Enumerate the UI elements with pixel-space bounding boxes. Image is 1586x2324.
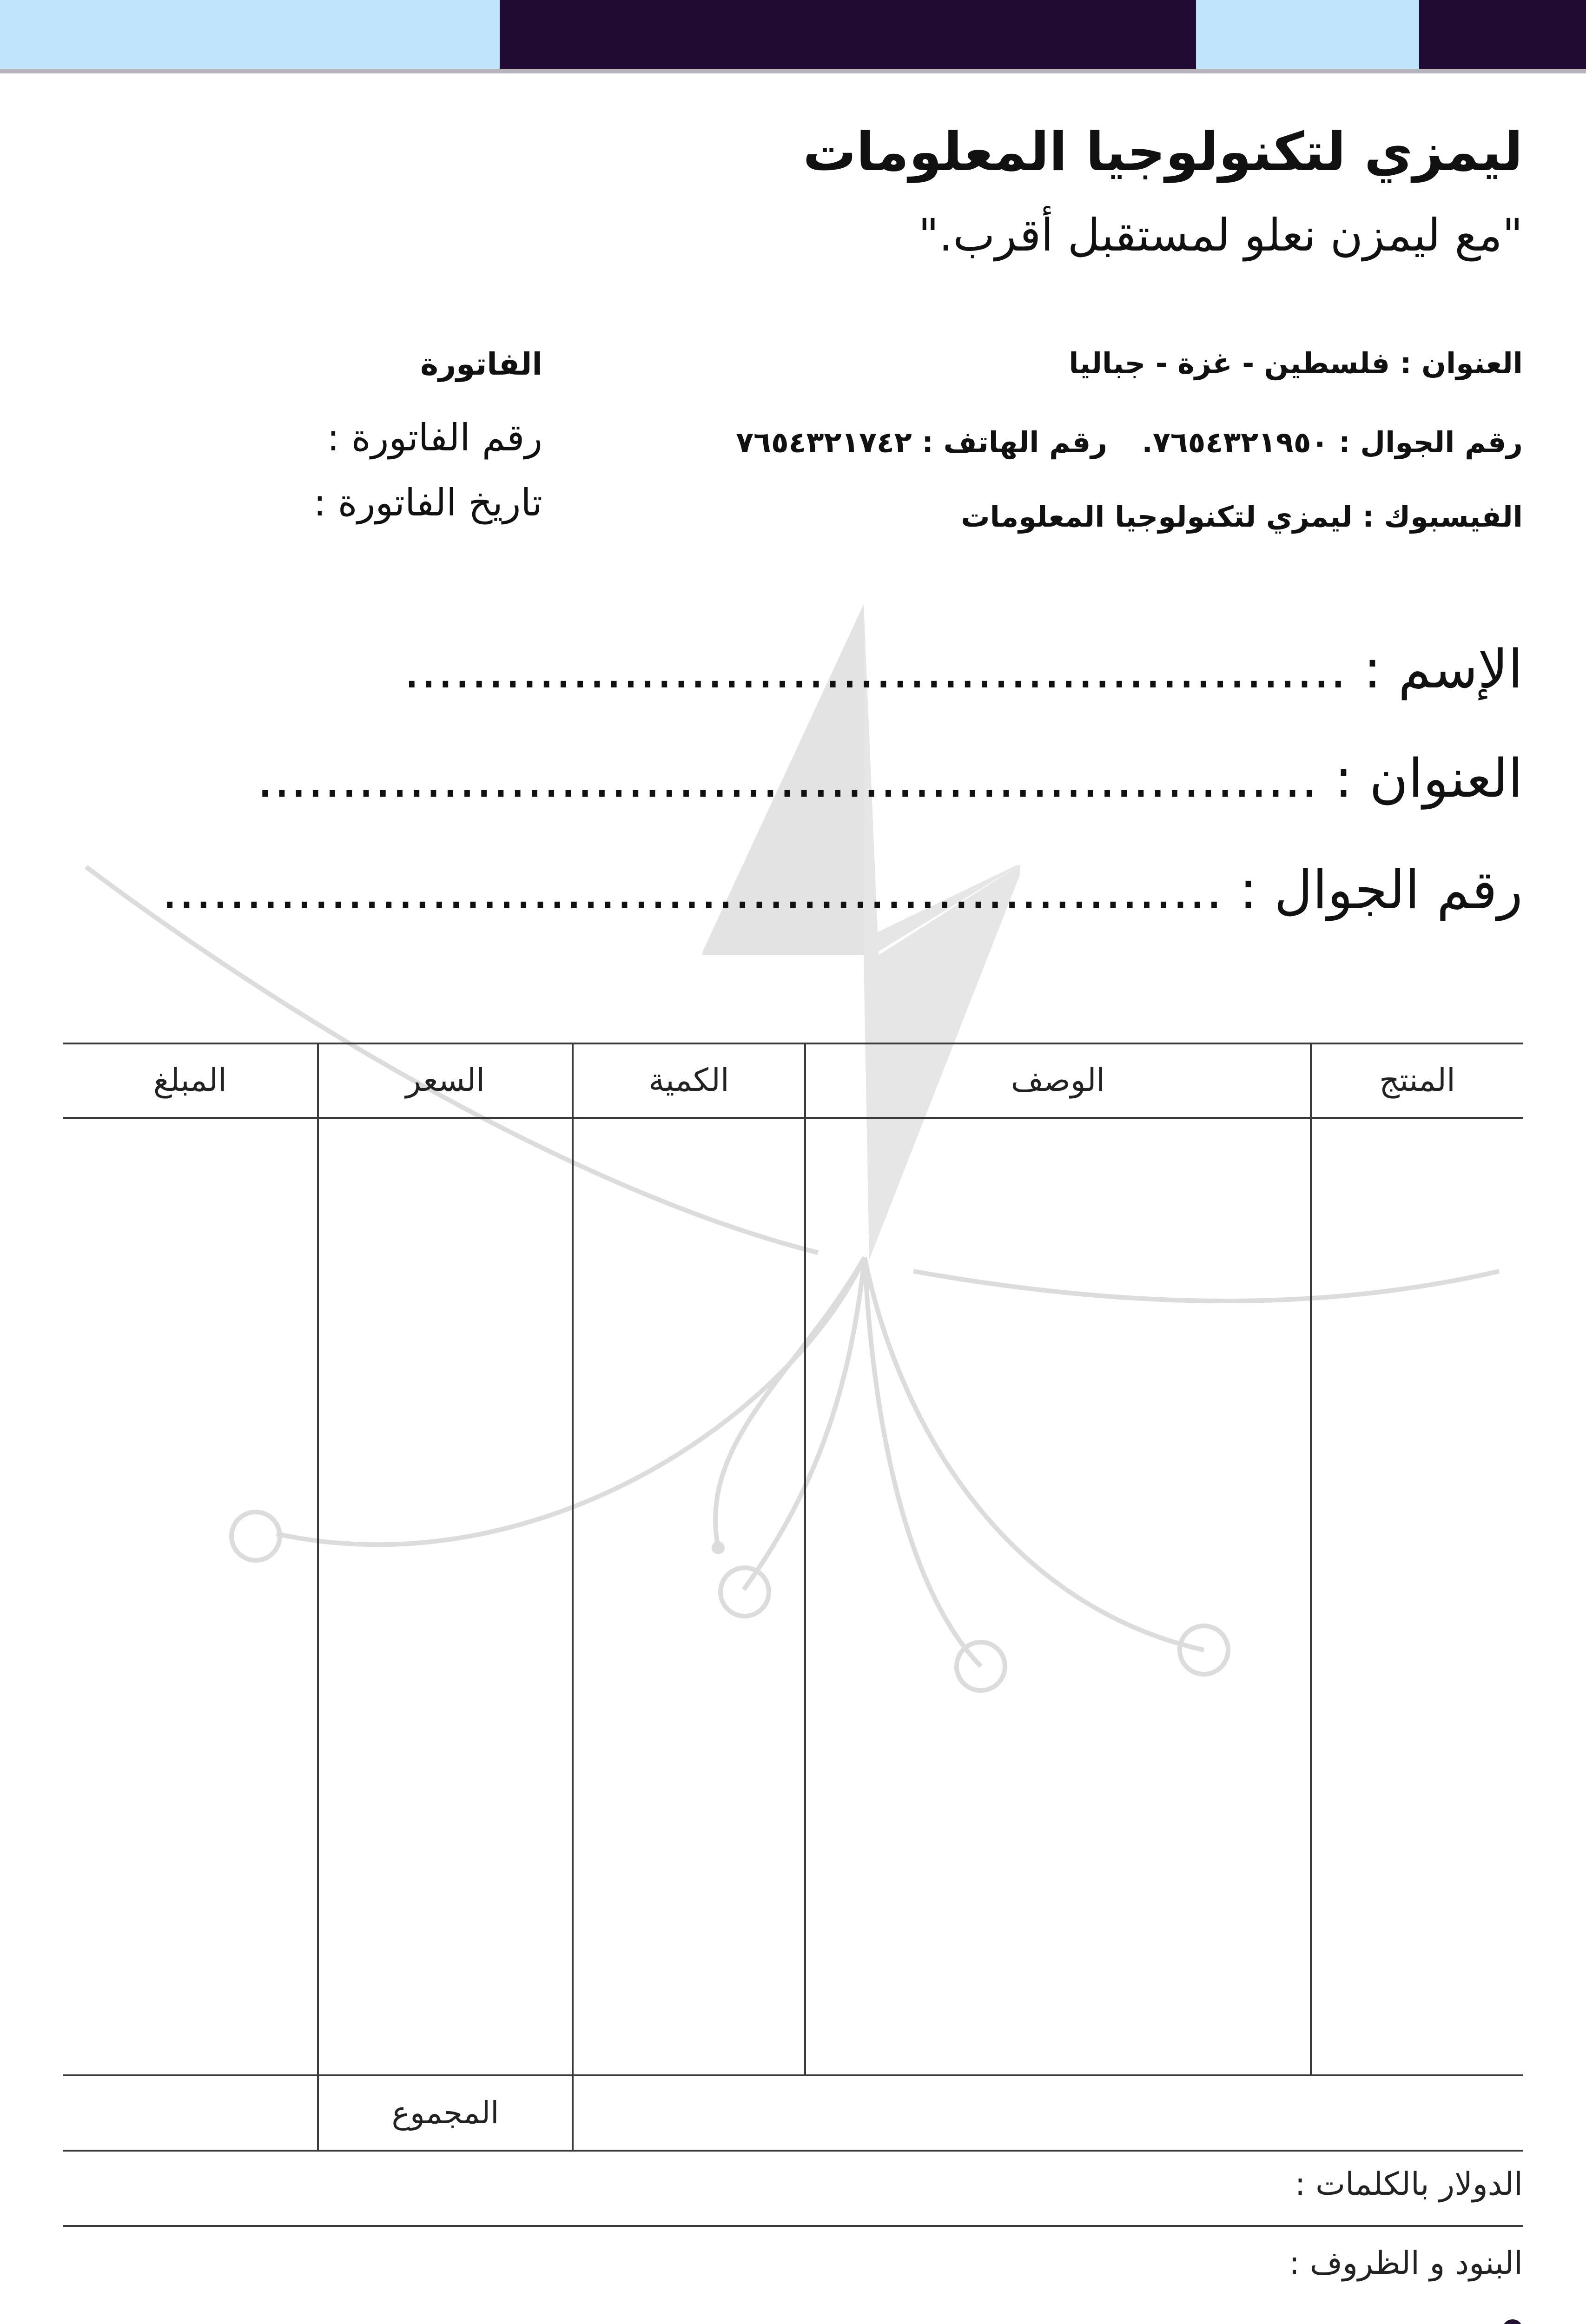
total-label: المجموع: [391, 2095, 499, 2131]
col-divider-1: [317, 1043, 319, 2152]
column-header-amount: المبلغ: [153, 1062, 227, 1099]
company-name: ليمزي لتكنولوجيا المعلومات: [803, 121, 1523, 183]
contact-facebook: الفيسبوك : ليمزي لتكنولوجيا المعلومات: [961, 500, 1523, 534]
customer-mobile-field[interactable]: رقم الجوال : ...............................................................: [161, 859, 1523, 921]
col-divider-2: [572, 1043, 574, 2152]
column-header-product: المنتج: [1379, 1062, 1455, 1099]
contact-phone: رقم الهاتف : ٧٦٥٤٣٢١٧٤٢: [736, 425, 1107, 459]
contact-mobile: رقم الجوال : ٧٦٥٤٣٢١٩٥٠.: [1142, 425, 1523, 459]
terms-conditions-label: البنود و الظروف :: [1289, 2245, 1523, 2282]
dollar-in-words-label: الدولار بالكلمات :: [1295, 2166, 1523, 2203]
col-divider-4: [1310, 1043, 1312, 2075]
invoice-number-label: رقم الفاتورة :: [327, 416, 542, 459]
table-body-bottom-line: [63, 2074, 1523, 2076]
column-header-quantity: الكمية: [648, 1062, 729, 1099]
invoice-title: الفاتورة: [420, 346, 542, 382]
dollar-words-bottom-line: [63, 2225, 1523, 2227]
column-header-description: الوصف: [1011, 1062, 1105, 1099]
col-divider-3: [804, 1043, 806, 2075]
invoice-date-label: تاريخ الفاتورة :: [313, 481, 542, 524]
customer-name-field[interactable]: الإسم : ........................................................: [403, 638, 1523, 700]
table-total-bottom-line: [63, 2150, 1523, 2152]
company-slogan: "مع ليمزن نعلو لمستقبل أقرب.": [918, 209, 1523, 261]
contact-address: العنوان : فلسطين - غزة - جباليا: [1069, 346, 1523, 380]
column-header-price: السعر: [405, 1062, 485, 1099]
customer-address-field[interactable]: العنوان : ...............................................................: [257, 747, 1523, 809]
